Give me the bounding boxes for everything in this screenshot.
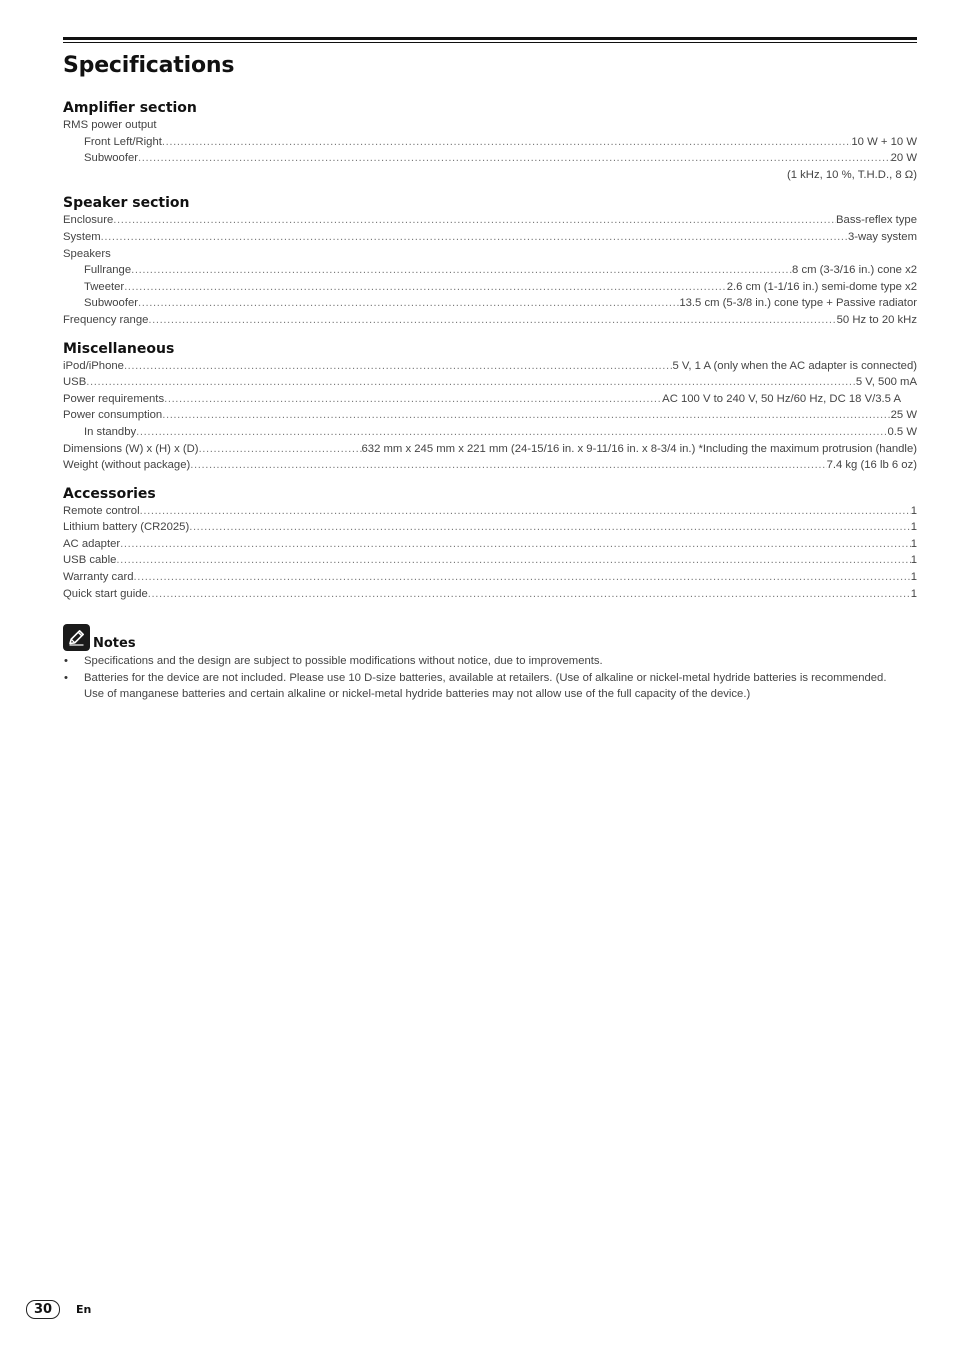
leader-dots [136, 424, 887, 441]
spec-row-fullrange [63, 262, 917, 279]
leader-dots [148, 586, 911, 603]
accessory-qty: 1 [910, 521, 917, 534]
spec-value: 2.6 cm (1-1/16 in.) semi-dome type x2 [726, 280, 917, 293]
spec-row-tweeter [63, 279, 917, 296]
accessory-row [63, 519, 917, 536]
accessory-qty: 1 [910, 537, 917, 550]
spec-row-system [63, 229, 917, 246]
note-item: • Specifications and the design are subject to possible modifications without notice, due to improvements. [63, 653, 899, 670]
spec-row-weight [63, 457, 917, 474]
leader-dots [189, 519, 911, 536]
spec-row-subwoofer-unit [63, 295, 917, 312]
spec-value: 5 V, 1 A (only when the AC adapter is connected) [672, 359, 917, 372]
notes-heading: Notes [93, 636, 136, 652]
leader-dots [113, 212, 836, 229]
page-title: Specifications [63, 53, 235, 78]
page-number: 30 [26, 1300, 60, 1319]
accessory-row [63, 552, 917, 569]
leader-dots [116, 552, 910, 569]
spec-value: 50 Hz to 20 kHz [836, 313, 917, 326]
spec-label: Front Left/Right [84, 135, 162, 148]
accessory-label: Remote control [63, 504, 140, 517]
spec-label: Tweeter [84, 280, 125, 293]
spec-value: AC 100 V to 240 V, 50 Hz/60 Hz, DC 18 V/3.5 A [662, 392, 901, 405]
spec-row-front [63, 134, 917, 151]
accessory-row [63, 503, 917, 520]
spec-label: USB [63, 376, 87, 389]
spec-label: Dimensions (W) x (H) x (D) [63, 442, 199, 455]
leader-dots [162, 407, 890, 424]
accessory-row [63, 569, 917, 586]
notes-list [63, 653, 917, 703]
header-rule-thin [63, 42, 917, 43]
spec-row-subwoofer-power [63, 150, 917, 167]
leader-dots [148, 312, 836, 329]
header-rule-thick [63, 37, 917, 40]
spec-value: 5 V, 500 mA [855, 376, 917, 389]
language-code: En [76, 1303, 92, 1316]
misc-heading: Miscellaneous [63, 340, 175, 357]
page-footer [26, 1300, 91, 1319]
accessory-qty: 1 [910, 571, 917, 584]
spec-row-ipod [63, 358, 917, 375]
amplifier-heading: Amplifier section [63, 100, 197, 116]
accessory-label: AC adapter [63, 537, 121, 550]
accessory-row [63, 536, 917, 553]
spec-label: Speakers [63, 247, 111, 260]
leader-dots [199, 441, 362, 458]
misc-section [63, 340, 917, 474]
spec-condition: (1 kHz, 10 %, T.H.D., 8 Ω) [786, 168, 917, 181]
pencil-icon [63, 624, 90, 651]
spec-value: 20 W [890, 152, 917, 165]
leader-dots [140, 503, 911, 520]
spec-row-frequency [63, 312, 917, 329]
spec-label: System [63, 230, 101, 243]
spec-value: Bass-reflex type [836, 214, 917, 227]
leader-dots [124, 279, 727, 296]
accessories-section [63, 485, 917, 603]
leader-dots [131, 262, 792, 279]
spec-row-condition [63, 167, 917, 184]
spec-row-speakers [63, 246, 917, 263]
leader-dots [101, 229, 848, 246]
spec-row-usb [63, 374, 917, 391]
spec-value: 3-way system [847, 230, 917, 243]
spec-row-enclosure [63, 212, 917, 229]
accessory-label: Quick start guide [63, 587, 148, 600]
spec-label: Enclosure [63, 214, 114, 227]
accessory-row [63, 586, 917, 603]
leader-dots [134, 569, 911, 586]
spec-row-power-requirements [63, 391, 917, 408]
leader-dots [124, 358, 673, 375]
spec-label: RMS power output [63, 119, 157, 131]
accessory-qty: 1 [910, 504, 917, 517]
spec-value: 10 W + 10 W [851, 135, 917, 148]
spec-value: 0.5 W [887, 425, 917, 438]
leader-dots [138, 295, 679, 312]
spec-row-rms [63, 117, 917, 134]
accessory-qty: 1 [910, 554, 917, 567]
spec-value: 8 cm (3-3/16 in.) cone x2 [792, 264, 917, 277]
amplifier-section [63, 99, 917, 183]
spec-value: 13.5 cm (5-3/8 in.) cone type + Passive radiator [679, 297, 917, 310]
spec-label: In standby [84, 425, 137, 438]
spec-value: 7.4 kg (16 lb 6 oz) [826, 459, 917, 472]
spec-row-dimensions [63, 441, 917, 458]
leader-dots [120, 536, 911, 553]
spec-label: iPod/iPhone [63, 359, 124, 372]
notes-header [63, 623, 917, 651]
spec-label: Subwoofer [84, 297, 139, 310]
spec-label: Subwoofer [84, 152, 139, 165]
leader-dots [164, 391, 662, 408]
spec-row-power-consumption [63, 407, 917, 424]
leader-dots [138, 150, 891, 167]
accessories-heading: Accessories [63, 485, 156, 502]
accessory-label: Lithium battery (CR2025) [63, 521, 190, 534]
spec-label: Weight (without package) [63, 459, 191, 472]
speaker-section [63, 194, 917, 328]
leader-dots [86, 374, 856, 391]
speaker-heading: Speaker section [63, 195, 190, 212]
leader-dots [190, 457, 826, 474]
accessory-label: USB cable [63, 554, 117, 567]
spec-label: Fullrange [84, 264, 132, 277]
accessory-qty: 1 [910, 587, 917, 600]
spec-row-standby [63, 424, 917, 441]
accessory-label: Warranty card [63, 571, 134, 584]
spec-label: Power consumption [63, 409, 163, 422]
spec-value: 632 mm x 245 mm x 221 mm (24-15/16 in. x 9-11/16 in. x 8-3/4 in.) *Including the maximum protrusion (handle) [361, 442, 917, 455]
spec-value: 25 W [890, 409, 917, 422]
page-content [63, 37, 917, 703]
spec-label: Power requirements [63, 392, 165, 405]
spec-label: Frequency range [63, 313, 149, 326]
leader-dots [162, 134, 852, 151]
note-item: • Batteries for the device are not included. Please use 10 D-size batteries, available at retailers. (Use of alkaline or nickel-metal hydride batteries is recommended. Use of manganese batteries and certain alkaline or nickel-metal hydride batteries may not allow use of the full capacity of the device.) [63, 670, 899, 703]
